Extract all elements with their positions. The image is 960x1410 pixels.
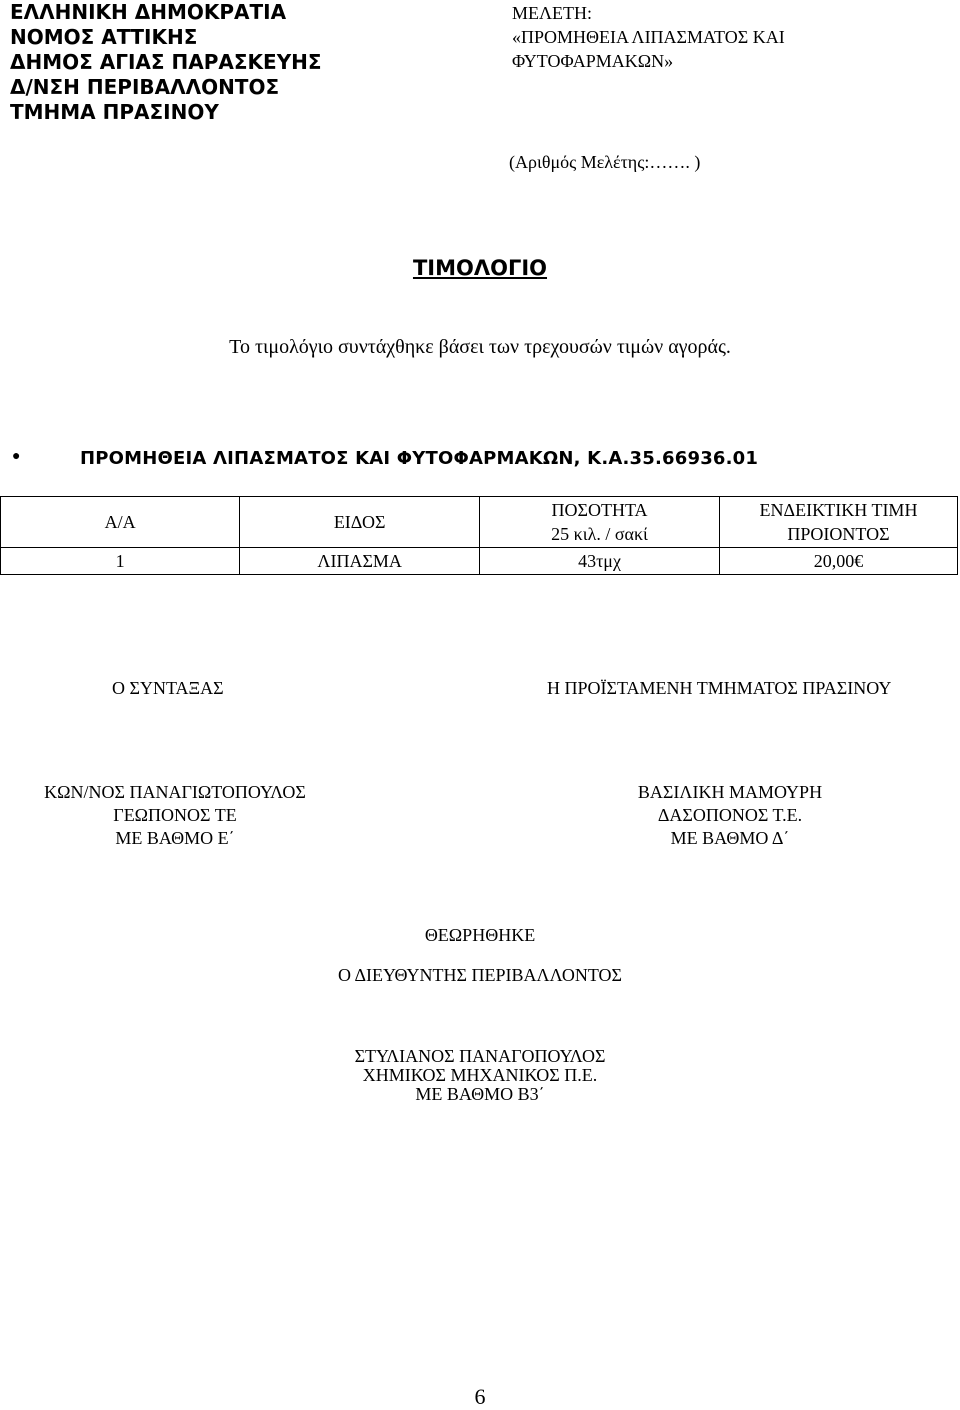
head-signature	[610, 781, 850, 850]
head-label: Η ΠΡΟΪΣΤΑΜΕΝΗ ΤΜΗΜΑΤΟΣ ΠΡΑΣΙΝΟΥ	[547, 678, 892, 698]
header-directorate: Δ/ΝΣΗ ΠΕΡΙΒΑΛΛΟΝΤΟΣ	[10, 75, 280, 99]
header-quantity-label: ΠΟΣΟΤΗΤΑ	[551, 500, 648, 520]
price-table	[0, 496, 958, 575]
author-signature	[35, 781, 315, 850]
header-municipality: ΔΗΜΟΣ ΑΓΙΑΣ ΠΑΡΑΣΚΕΥΗΣ	[10, 50, 322, 74]
header-item	[240, 497, 480, 548]
cell-aa: 1	[1, 548, 240, 575]
header-quantity-unit: 25 κιλ. / σακί	[551, 524, 648, 544]
head-name: ΒΑΣΙΛΙΚΗ ΜΑΜΟΥΡΗ	[637, 782, 823, 802]
header-aa	[1, 497, 240, 548]
header-price-label-2: ΠΡΟΙΟΝΤΟΣ	[787, 524, 890, 544]
director-grade: ΜΕ ΒΑΘΜΟ Β3΄	[415, 1084, 545, 1104]
study-title-line2: ΦΥΤΟΦΑΡΜΑΚΩΝ»	[512, 51, 674, 71]
author-grade: ΜΕ ΒΑΘΜΟ Ε΄	[115, 828, 235, 848]
study-header	[512, 1, 785, 73]
head-grade: ΜΕ ΒΑΘΜΟ Δ΄	[670, 828, 790, 848]
cell-item: ΛΙΠΑΣΜΑ	[240, 548, 480, 575]
director-title: ΧΗΜΙΚΟΣ ΜΗΧΑΝΙΚΟΣ Π.Ε.	[362, 1065, 598, 1085]
header-quantity	[480, 497, 720, 548]
document-title: ΤΙΜΟΛΟΓΙΟ	[412, 256, 548, 280]
study-number: (Αριθμός Μελέτης:……. )	[509, 152, 701, 172]
author-name: ΚΩΝ/ΝΟΣ ΠΑΝΑΓΙΩΤΟΠΟΥΛΟΣ	[44, 782, 306, 802]
approval-label: ΘΕΩΡΗΘΗΚΕ	[424, 925, 536, 945]
header-price-label-1: ΕΝΔΕΙΚΤΙΚΗ ΤΙΜΗ	[759, 500, 918, 520]
header-department: ΤΜΗΜΑ ΠΡΑΣΙΝΟΥ	[10, 100, 219, 124]
study-label: ΜΕΛΕΤΗ:	[512, 3, 593, 23]
director-signature	[0, 1047, 960, 1104]
header-prefecture: ΝΟΜΟΣ ΑΤΤΙΚΗΣ	[10, 25, 198, 49]
author-title: ΓΕΩΠΟΝΟΣ ΤΕ	[113, 805, 237, 825]
table-header-row	[1, 497, 958, 548]
cell-quantity: 43τμχ	[480, 548, 720, 575]
section-heading: ΠΡΟΜΗΘΕΙΑ ΛΙΠΑΣΜΑΤΟΣ ΚΑΙ ΦΥΤΟΦΑΡΜΑΚΩΝ, Κ.Α.35.66936.01	[80, 448, 759, 469]
author-label: Ο ΣΥΝΤΑΞΑΣ	[112, 678, 224, 698]
intro-text: Το τιμολόγιο συντάχθηκε βάσει των τρεχουσών τιμών αγοράς.	[229, 336, 731, 358]
study-title-line1: «ΠΡΟΜΗΘΕΙΑ ΛΙΠΑΣΜΑΤΟΣ ΚΑΙ	[512, 27, 785, 47]
page-number: 6	[474, 1384, 486, 1409]
head-title: ΔΑΣΟΠΟΝΟΣ Τ.Ε.	[657, 805, 803, 825]
table-row	[1, 548, 958, 575]
director-name: ΣΤΥΛΙΑΝΟΣ ΠΑΝΑΓΟΠΟΥΛΟΣ	[354, 1046, 606, 1066]
bullet-icon: ●	[12, 449, 21, 464]
header-price	[719, 497, 957, 548]
issuer-header	[10, 0, 322, 125]
header-aa-label: Α/Α	[104, 512, 136, 532]
cell-price: 20,00€	[719, 548, 957, 575]
approval-role: Ο ΔΙΕΥΘΥΝΤΗΣ ΠΕΡΙΒΑΛΛΟΝΤΟΣ	[337, 965, 623, 985]
header-item-label: ΕΙΔΟΣ	[333, 512, 386, 532]
header-country: ΕΛΛΗΝΙΚΗ ΔΗΜΟΚΡΑΤΙΑ	[10, 0, 287, 24]
